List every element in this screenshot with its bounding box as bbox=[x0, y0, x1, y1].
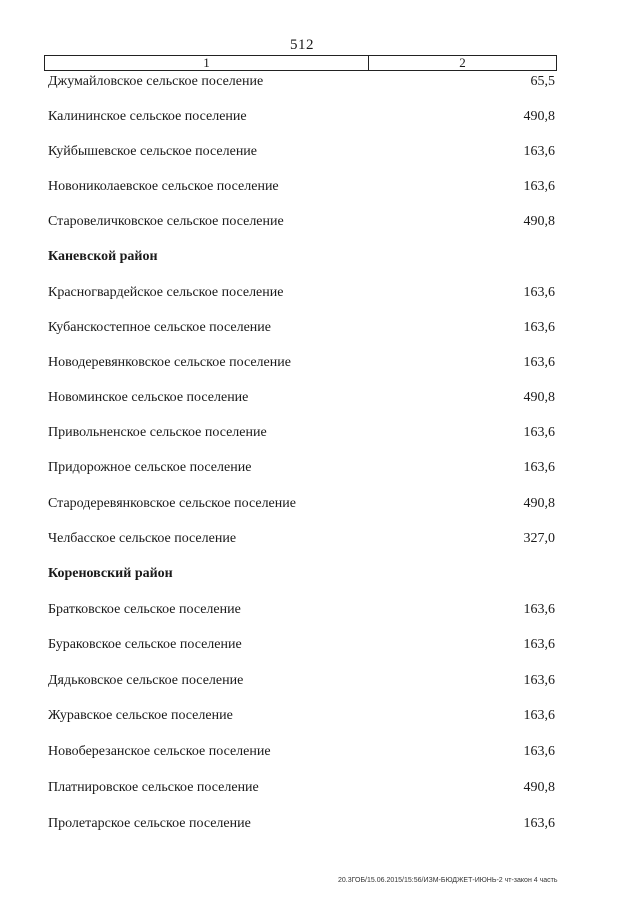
settlement-value: 163,6 bbox=[523, 355, 555, 370]
settlement-value: 163,6 bbox=[523, 460, 555, 475]
settlement-value: 163,6 bbox=[523, 744, 555, 759]
settlement-value: 163,6 bbox=[523, 708, 555, 723]
table-row bbox=[48, 708, 555, 724]
settlement-name: Платнировское сельское поселение bbox=[48, 780, 259, 795]
settlement-name: Старовеличковское сельское поселение bbox=[48, 214, 284, 229]
settlement-name: Новоберезанское сельское поселение bbox=[48, 744, 271, 759]
settlement-value: 490,8 bbox=[523, 496, 555, 511]
settlement-name: Кубанскостепное сельское поселение bbox=[48, 320, 271, 335]
table-row bbox=[48, 780, 555, 796]
settlement-value: 163,6 bbox=[523, 320, 555, 335]
settlement-value: 65,5 bbox=[530, 74, 555, 89]
table-row bbox=[48, 531, 555, 547]
settlement-value: 490,8 bbox=[523, 390, 555, 405]
table-row bbox=[48, 390, 555, 406]
settlement-name: Красногвардейское сельское поселение bbox=[48, 285, 284, 300]
settlement-name: Челбасское сельское поселение bbox=[48, 531, 237, 546]
settlement-name: Джумайловское сельское поселение bbox=[48, 74, 264, 89]
settlement-value: 163,6 bbox=[523, 179, 555, 194]
settlement-name: Пролетарское сельское поселение bbox=[48, 816, 251, 831]
table-row bbox=[48, 179, 555, 195]
table-row bbox=[48, 496, 555, 512]
district-heading: Каневской район bbox=[48, 249, 158, 264]
table-row bbox=[48, 144, 555, 160]
settlement-name: Новодеревянковское сельское поселение bbox=[48, 355, 291, 370]
settlement-name: Придорожное сельское поселение bbox=[48, 460, 252, 475]
settlement-name: Стародеревянковское сельское поселение bbox=[48, 496, 296, 511]
table-row bbox=[48, 425, 555, 441]
settlement-value: 163,6 bbox=[523, 673, 555, 688]
table-row bbox=[48, 816, 555, 832]
settlement-name: Новониколаевское сельское поселение bbox=[48, 179, 279, 194]
settlement-value: 163,6 bbox=[523, 285, 555, 300]
table-header bbox=[44, 55, 557, 71]
table-row bbox=[48, 109, 555, 125]
settlement-name: Журавское сельское поселение bbox=[48, 708, 233, 723]
table-row bbox=[48, 673, 555, 689]
table-row bbox=[48, 460, 555, 476]
settlement-value: 163,6 bbox=[523, 637, 555, 652]
settlement-name: Братковское сельское поселение bbox=[48, 602, 241, 617]
table-row bbox=[48, 637, 555, 653]
settlement-name: Привольненское сельское поселение bbox=[48, 425, 267, 440]
table-row bbox=[48, 74, 555, 90]
settlement-value: 163,6 bbox=[523, 602, 555, 617]
settlement-value: 327,0 bbox=[523, 531, 555, 546]
district-heading: Кореновский район bbox=[48, 566, 173, 581]
settlement-name: Калининское сельское поселение bbox=[48, 109, 247, 124]
settlement-name: Новоминское сельское поселение bbox=[48, 390, 249, 405]
settlement-name: Куйбышевское сельское поселение bbox=[48, 144, 258, 159]
settlement-value: 163,6 bbox=[523, 816, 555, 831]
table-row bbox=[48, 744, 555, 760]
settlement-value: 163,6 bbox=[523, 425, 555, 440]
table-row bbox=[48, 355, 555, 371]
table-row bbox=[48, 602, 555, 618]
table-row bbox=[48, 285, 555, 301]
footer-stamp: 20.3ГОБ/15.06.2015/15:56/ИЗМ-БЮДЖЕТ-ИЮНЬ-2 чт-закон 4 часть bbox=[338, 877, 558, 884]
settlement-name: Бураковское сельское поселение bbox=[48, 637, 242, 652]
table-row bbox=[48, 214, 555, 230]
table-row bbox=[48, 320, 555, 336]
table-header-col1: 1 bbox=[45, 56, 369, 70]
settlement-value: 163,6 bbox=[523, 144, 555, 159]
settlement-value: 490,8 bbox=[523, 109, 555, 124]
settlement-value: 490,8 bbox=[523, 780, 555, 795]
table-header-col2: 2 bbox=[459, 55, 466, 70]
settlement-value: 490,8 bbox=[523, 214, 555, 229]
settlement-name: Дядьковское сельское поселение bbox=[48, 673, 244, 688]
page-number: 512 bbox=[290, 37, 314, 53]
